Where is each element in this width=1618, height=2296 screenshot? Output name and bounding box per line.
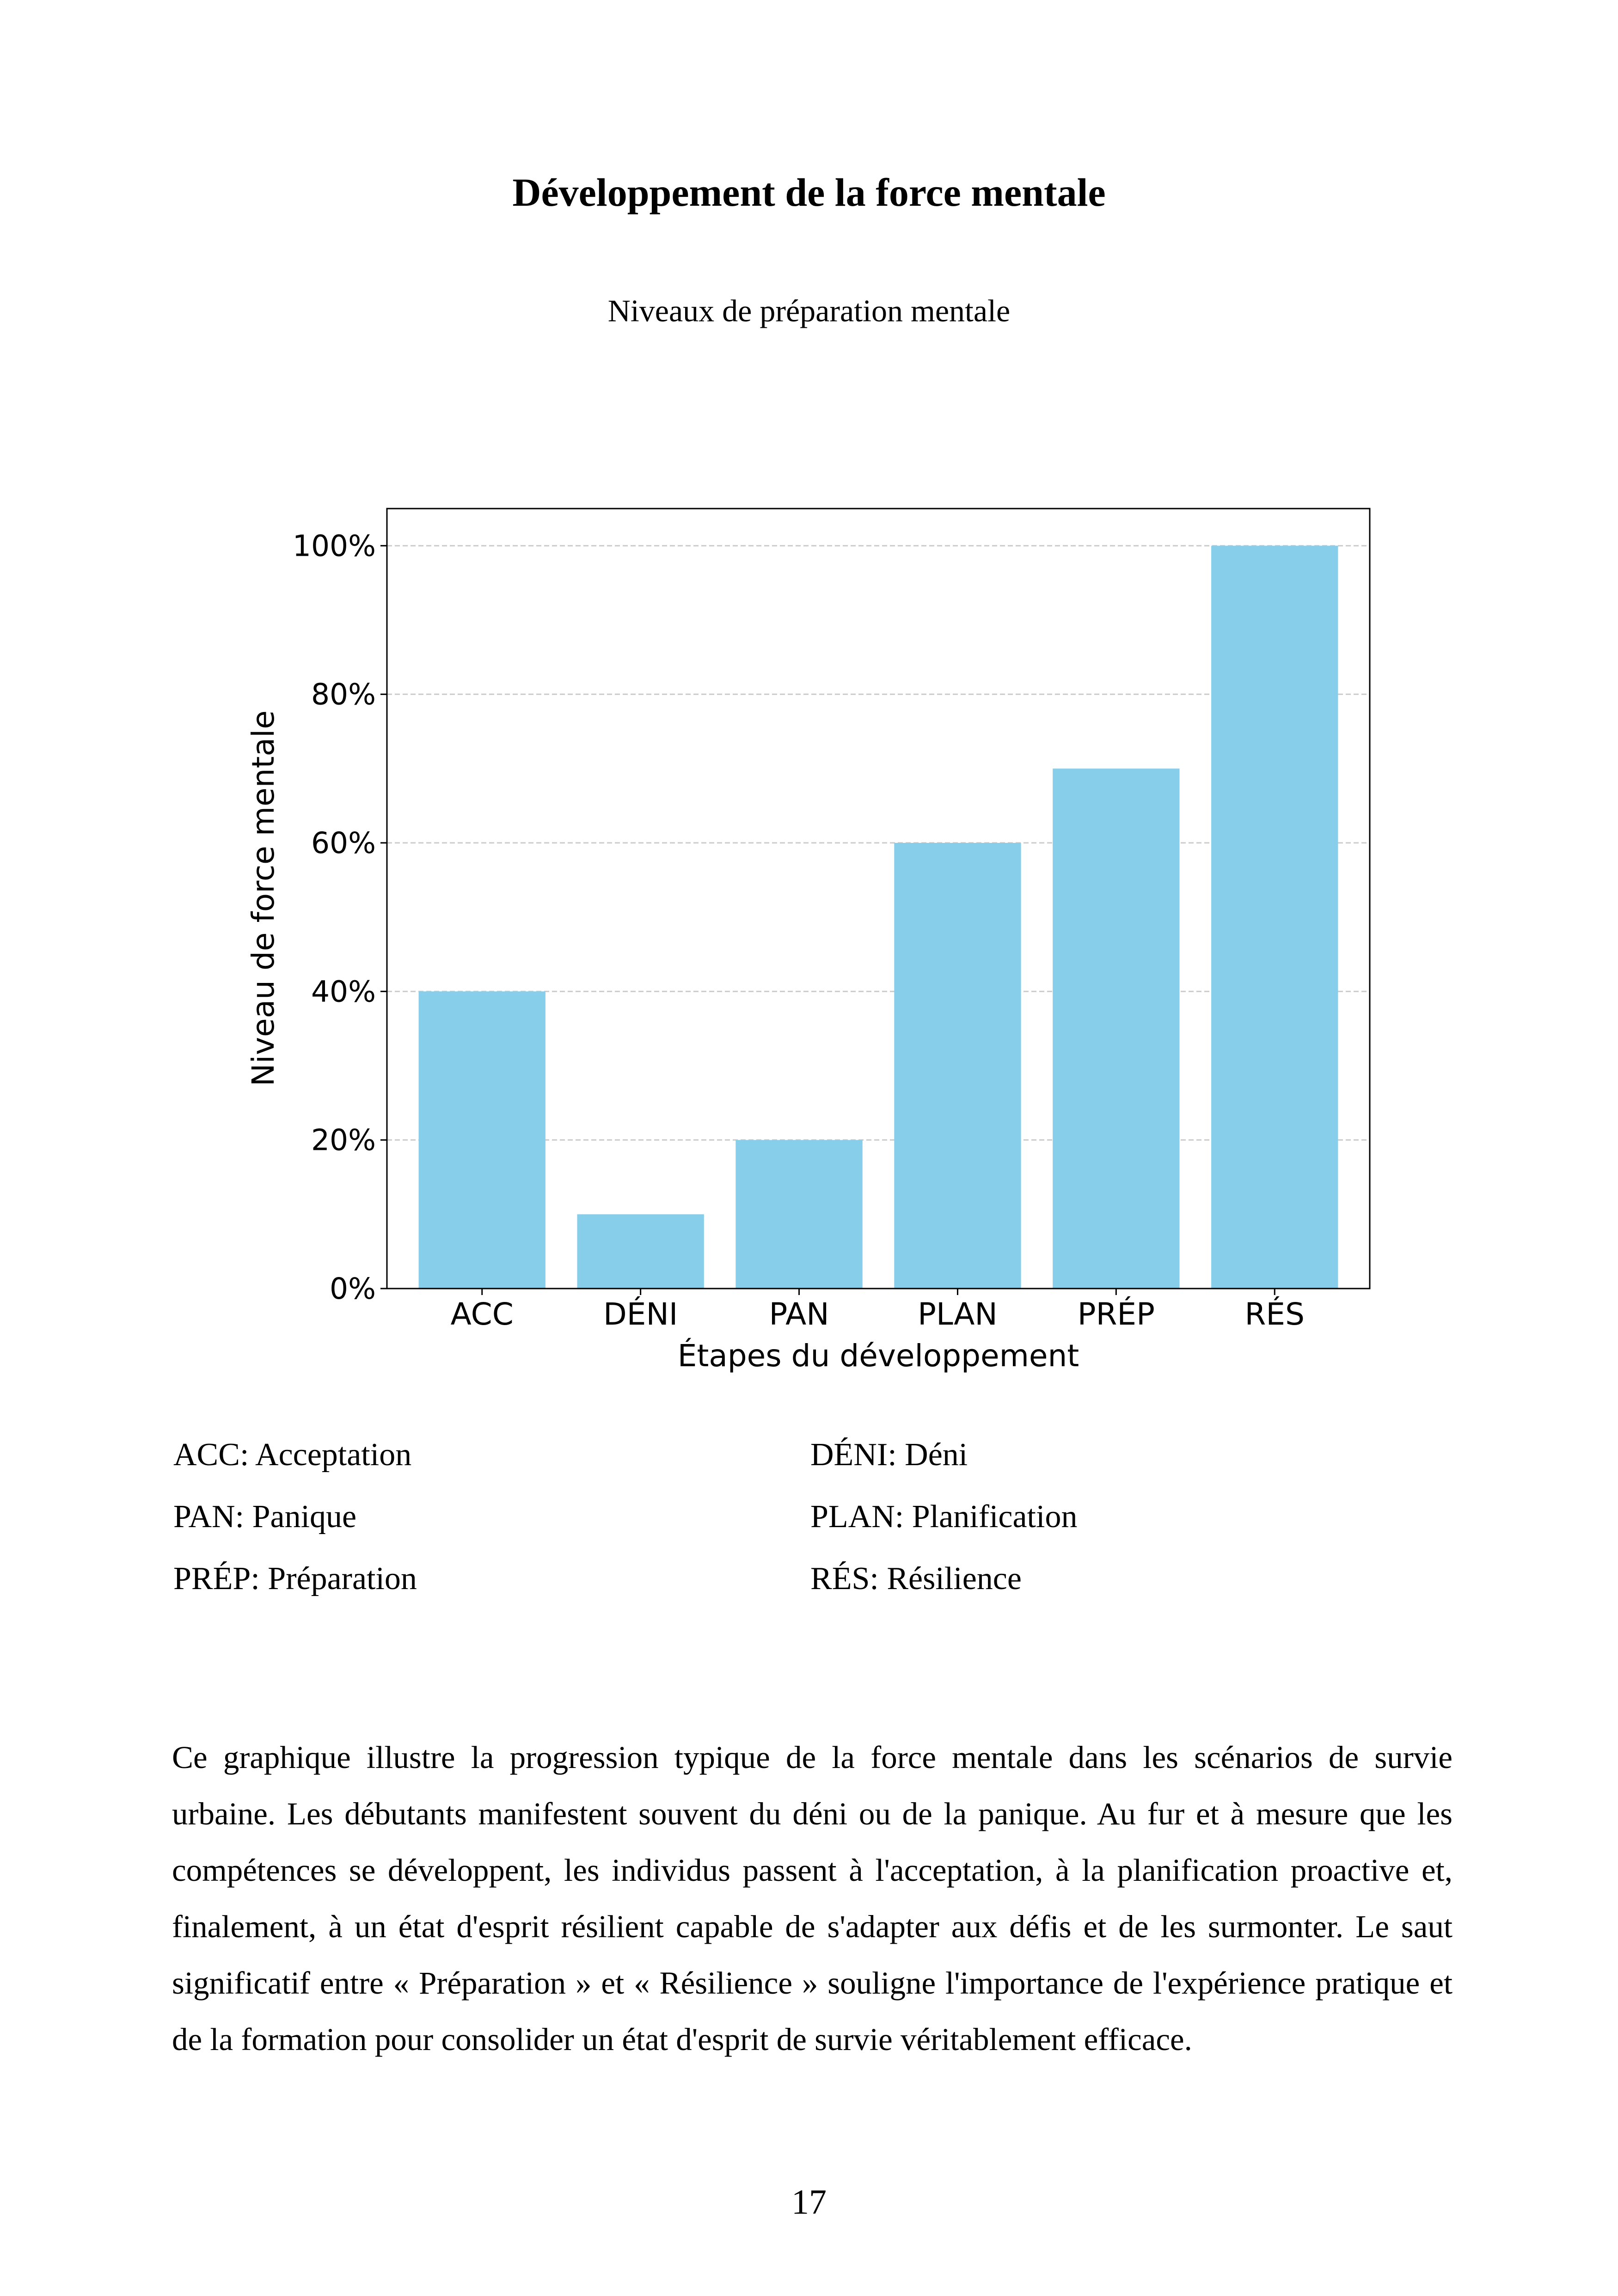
legend-meaning: Planification	[912, 1499, 1078, 1535]
bar-acc	[419, 991, 545, 1289]
bar-series	[419, 546, 1338, 1289]
y-axis-label: Niveau de force mentale	[245, 710, 281, 1087]
bar-rés	[1211, 546, 1338, 1289]
x-tick-label: RÉS	[1244, 1296, 1305, 1332]
chart-subtitle: Niveaux de préparation mentale	[607, 293, 1011, 328]
legend-meaning: Préparation	[268, 1561, 417, 1596]
legend-abbr: PLAN :	[810, 1499, 912, 1535]
bar-plan	[894, 843, 1021, 1289]
page-number: 17	[791, 2183, 827, 2222]
legend-abbr: RÉS :	[810, 1561, 887, 1596]
page-title: Développement de la force mentale	[512, 170, 1106, 215]
x-tick-label: PLAN	[918, 1296, 998, 1332]
legend-meaning: Déni	[905, 1437, 968, 1473]
legend-item	[810, 1498, 1077, 1536]
legend-meaning: Acceptation	[255, 1437, 412, 1473]
legend-meaning: Panique	[252, 1499, 357, 1535]
x-tick-label: DÉNI	[603, 1296, 678, 1332]
legend-abbr: PRÉP :	[173, 1561, 268, 1596]
x-axis-label: Étapes du développement	[677, 1338, 1079, 1374]
legend-item	[810, 1559, 1022, 1598]
x-tick-label: PAN	[769, 1296, 829, 1332]
bar-pan	[735, 1140, 862, 1289]
legend-item	[810, 1436, 968, 1474]
legend-abbr: ACC :	[173, 1437, 255, 1473]
legend-meaning: Résilience	[887, 1561, 1022, 1596]
y-tick-label: 40%	[311, 975, 376, 1009]
x-tick-label: ACC	[450, 1296, 514, 1332]
y-tick-label: 100%	[292, 529, 376, 563]
y-tick-label: 80%	[311, 677, 376, 712]
legend-abbr: PAN :	[173, 1499, 252, 1535]
description-paragraph: Ce graphique illustre la progression typique de la force mentale dans les scénarios de survie urbaine. Les débutants manifestent souvent du déni ou de la panique. Au fur et à mesure que les compétences se développent, les individus passent à l'acceptation, à la planification proactive et, finalement, à un état d'esprit résilient capable de s'adapter aux défis et de les surmonter. Le saut significatif entre « Préparation » et « Résilience » souligne l'importance de l'expérience pratique et de la formation pour consolider un état d'esprit de survie véritablement efficace.	[172, 1740, 1453, 2057]
y-tick-label: 0%	[330, 1272, 376, 1306]
legend-abbr: DÉNI :	[810, 1437, 905, 1473]
legend-item	[173, 1498, 356, 1536]
y-tick-label: 20%	[311, 1123, 376, 1157]
y-tick-label: 60%	[311, 826, 376, 860]
bar-prép	[1053, 768, 1179, 1289]
legend-item	[173, 1436, 411, 1474]
bar-déni	[577, 1214, 704, 1289]
x-tick-label: PRÉP	[1077, 1296, 1155, 1332]
legend-item	[173, 1559, 417, 1598]
